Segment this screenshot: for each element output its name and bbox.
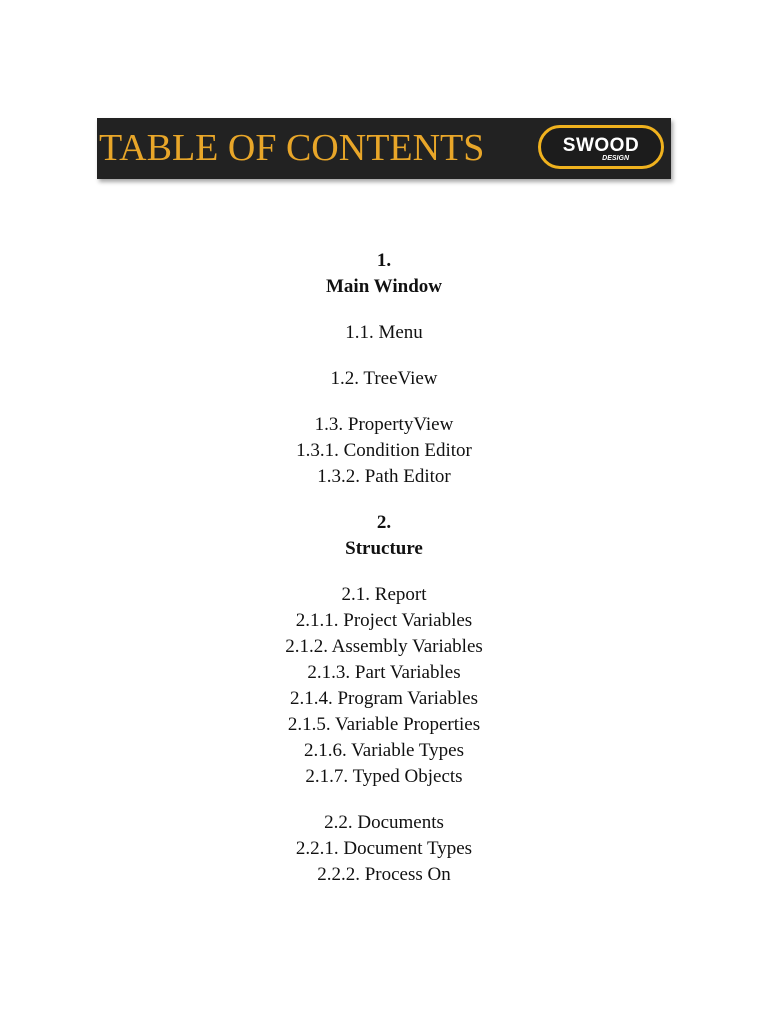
- toc-entry-1-3-2[interactable]: 1.3.2. Path Editor: [317, 466, 451, 487]
- section-1-title[interactable]: Main Window: [326, 276, 442, 297]
- toc-entry-2-1-1[interactable]: 2.1.1. Project Variables: [295, 610, 473, 631]
- toc-entry-2-1[interactable]: 2.1. Report: [341, 584, 427, 605]
- toc-entry-1-2[interactable]: 1.2. TreeView: [330, 368, 438, 389]
- toc-entry-2-1-7[interactable]: 2.1.7. Typed Objects: [305, 766, 463, 787]
- toc-entry-2-1-5[interactable]: 2.1.5. Variable Properties: [287, 714, 481, 735]
- toc-banner: [97, 118, 671, 179]
- toc-entry-2-2[interactable]: 2.2. Documents: [324, 812, 444, 833]
- toc-entry-1-3-1[interactable]: 1.3.1. Condition Editor: [296, 440, 472, 461]
- logo-subtext: DESIGN: [602, 155, 629, 162]
- toc-entry-2-2-2[interactable]: 2.2.2. Process On: [317, 864, 451, 885]
- toc-entry-2-2-1[interactable]: 2.2.1. Document Types: [295, 838, 473, 859]
- swood-logo: [538, 125, 664, 169]
- toc-entry-2-1-3[interactable]: 2.1.3. Part Variables: [307, 662, 461, 683]
- toc-entry-2-1-6[interactable]: 2.1.6. Variable Types: [304, 740, 464, 761]
- logo-text: SWOOD: [562, 135, 640, 156]
- toc-entry-2-1-2[interactable]: 2.1.2. Assembly Variables: [285, 636, 483, 657]
- section-1-number: 1.: [376, 250, 392, 271]
- toc-entry-1-3[interactable]: 1.3. PropertyView: [314, 414, 454, 435]
- toc-entry-1-1[interactable]: 1.1. Menu: [345, 322, 423, 343]
- section-2-title[interactable]: Structure: [345, 538, 423, 559]
- page-title: TABLE OF CONTENTS: [99, 127, 485, 169]
- table-of-contents: [0, 248, 768, 888]
- section-2-number: 2.: [376, 512, 392, 533]
- toc-entry-2-1-4[interactable]: 2.1.4. Program Variables: [289, 688, 479, 709]
